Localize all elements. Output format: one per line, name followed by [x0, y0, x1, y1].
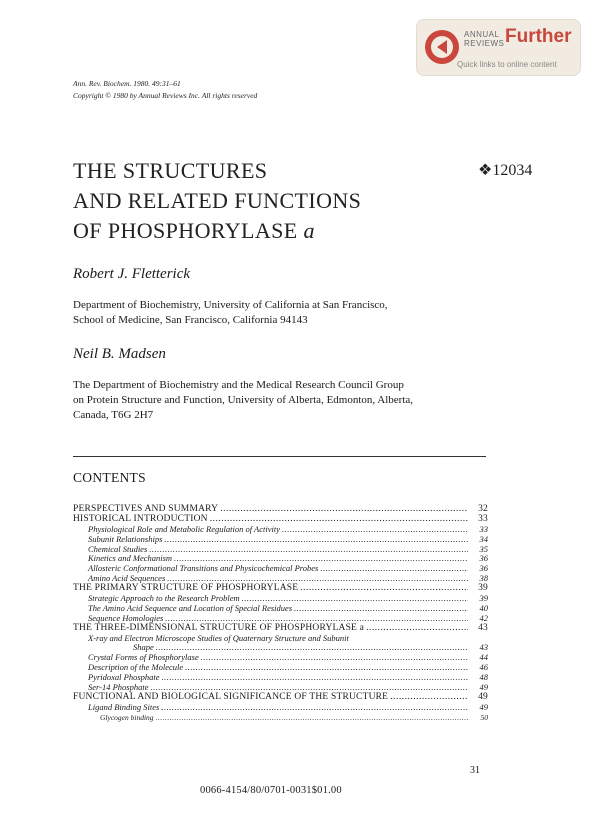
toc-entry-page: 39 [479, 593, 488, 604]
toc-entry-label: THE THREE-DIMENSIONAL STRUCTURE OF PHOSPHORYLASE a [73, 622, 365, 633]
toc-entry-label: Ligand Binding Sites [88, 701, 160, 712]
toc-leader-dots [201, 653, 468, 663]
toc-entry-label: Physiological Role and Metabolic Regulation of Activity [88, 523, 280, 534]
author-affiliation: The Department of Biochemistry and the Medical Research Council Group on Protein Structure and Function, University of Alberta, Edmonton, Alberta, Canada, T6G 2H7 [73, 379, 414, 421]
toc-leader-dots [156, 643, 468, 653]
toc-entry-label: Glycogen binding [100, 712, 154, 722]
toc-leader-dots [149, 545, 468, 555]
toc-leader-dots [185, 663, 468, 673]
copyright-line: Copyright © 1980 by Annual Reviews Inc. All rights reserved [73, 91, 258, 100]
further-banner[interactable] [416, 19, 581, 76]
toc-entry-page: 35 [479, 543, 488, 554]
toc-leader-dots [162, 673, 468, 683]
title-line-1: THE STRUCTURES [73, 158, 268, 183]
title-line-3: OF PHOSPHORYLASE a [73, 218, 315, 243]
toc-entry-label: THE PRIMARY STRUCTURE OF PHOSPHORYLASE [73, 583, 299, 594]
toc-leader-dots [220, 505, 468, 515]
toc-entry-page: 40 [479, 602, 488, 613]
toc-entry-label: PERSPECTIVES AND SUMMARY [73, 504, 219, 514]
title-italic-a: a [303, 218, 315, 243]
article-title [73, 156, 361, 246]
toc-entry-label: Chemical Studies [88, 543, 148, 554]
toc-entry-page: 48 [479, 672, 488, 683]
contents-heading: CONTENTS [73, 470, 146, 485]
toc-entry-label: Strategic Approach to the Research Problem [88, 593, 240, 604]
price-code: 0066-4154/80/0701-0031$01.00 [200, 785, 342, 796]
toc-leader-dots [294, 604, 468, 614]
toc-entry-page: 43 [478, 622, 488, 633]
toc-entry-label: Description of the Molecule [88, 662, 184, 673]
toc-entry-label: The Amino Acid Sequence and Location of Special Residues [88, 602, 293, 613]
toc-entry-page: 38 [479, 573, 488, 584]
toc-entry-label: Crystal Forms of Phosphorylase [88, 652, 199, 663]
author-affiliation: Department of Biochemistry, University of California at San Francisco, School of Medicine, San Francisco, California 94143 [73, 299, 388, 326]
toc-entry-page: 36 [479, 563, 488, 574]
toc-leader-dots [366, 624, 468, 634]
toc-entry [73, 703, 488, 713]
toc-entry-label: Shape [133, 642, 154, 653]
toc-entry-label: Sequence Homologies [88, 612, 164, 623]
toc-leader-dots [161, 703, 468, 713]
further-label[interactable]: Further [505, 26, 572, 47]
toc-entry-page: 42 [479, 612, 488, 623]
toc-entry-page: 39 [478, 583, 488, 594]
toc-entry-label: X-ray and Electron Microscope Studies of Quaternary Structure and Subunit [88, 632, 349, 643]
toc-entry-page: 33 [478, 513, 488, 524]
toc-entry-label: Allosteric Conformational Transitions and Physicochemical Probes [88, 563, 319, 574]
toc-entry-page: 32 [478, 504, 488, 514]
toc-leader-dots [300, 584, 468, 594]
journal-citation: Ann. Rev. Biochem. 1980. 49:31–61 [73, 79, 181, 88]
toc-leader-dots [282, 525, 468, 535]
toc-entry-label: Ser-14 Phosphate [88, 682, 149, 693]
toc-entry-label: Pyridoxal Phosphate [88, 672, 160, 683]
table-of-contents [73, 505, 488, 723]
toc-entry-page: 46 [479, 662, 488, 673]
article-code: ❖12034 [478, 162, 533, 179]
toc-entry-label: FUNCTIONAL AND BIOLOGICAL SIGNIFICANCE OF THE STRUCTURE [73, 691, 389, 702]
page-number: 31 [470, 765, 480, 776]
toc-entry-page: 36 [479, 553, 488, 564]
toc-leader-dots [390, 693, 468, 703]
author-name: Robert J. Fletterick [73, 266, 191, 282]
toc-entry-label: Kinetics and Mechanism [88, 553, 173, 564]
toc-entry-page: 33 [479, 523, 488, 534]
toc-entry [73, 713, 488, 723]
toc-entry-page: 34 [479, 533, 488, 544]
annual-reviews-label: ANNUAL REVIEWS [464, 30, 505, 48]
toc-leader-dots [164, 535, 468, 545]
toc-entry-label: Amino Acid Sequences [88, 573, 166, 584]
toc-leader-dots [320, 564, 468, 574]
annual-reviews-logo-icon [425, 30, 459, 64]
quick-links-text[interactable]: Quick links to online content [457, 60, 557, 69]
toc-entry-label: Subunit Relationships [88, 533, 163, 544]
author-name: Neil B. Madsen [73, 346, 166, 362]
toc-entry-page: 49 [479, 682, 488, 693]
toc-entry-page: 49 [479, 701, 488, 712]
toc-entry-page: 49 [478, 691, 488, 702]
toc-leader-dots [156, 713, 468, 723]
toc-entry-page: 50 [480, 712, 488, 722]
section-divider [73, 456, 486, 457]
toc-entry-page: 44 [479, 652, 488, 663]
toc-entry-page: 43 [479, 642, 488, 653]
title-line-2: AND RELATED FUNCTIONS [73, 188, 362, 213]
toc-entry-label: HISTORICAL INTRODUCTION [73, 513, 208, 524]
